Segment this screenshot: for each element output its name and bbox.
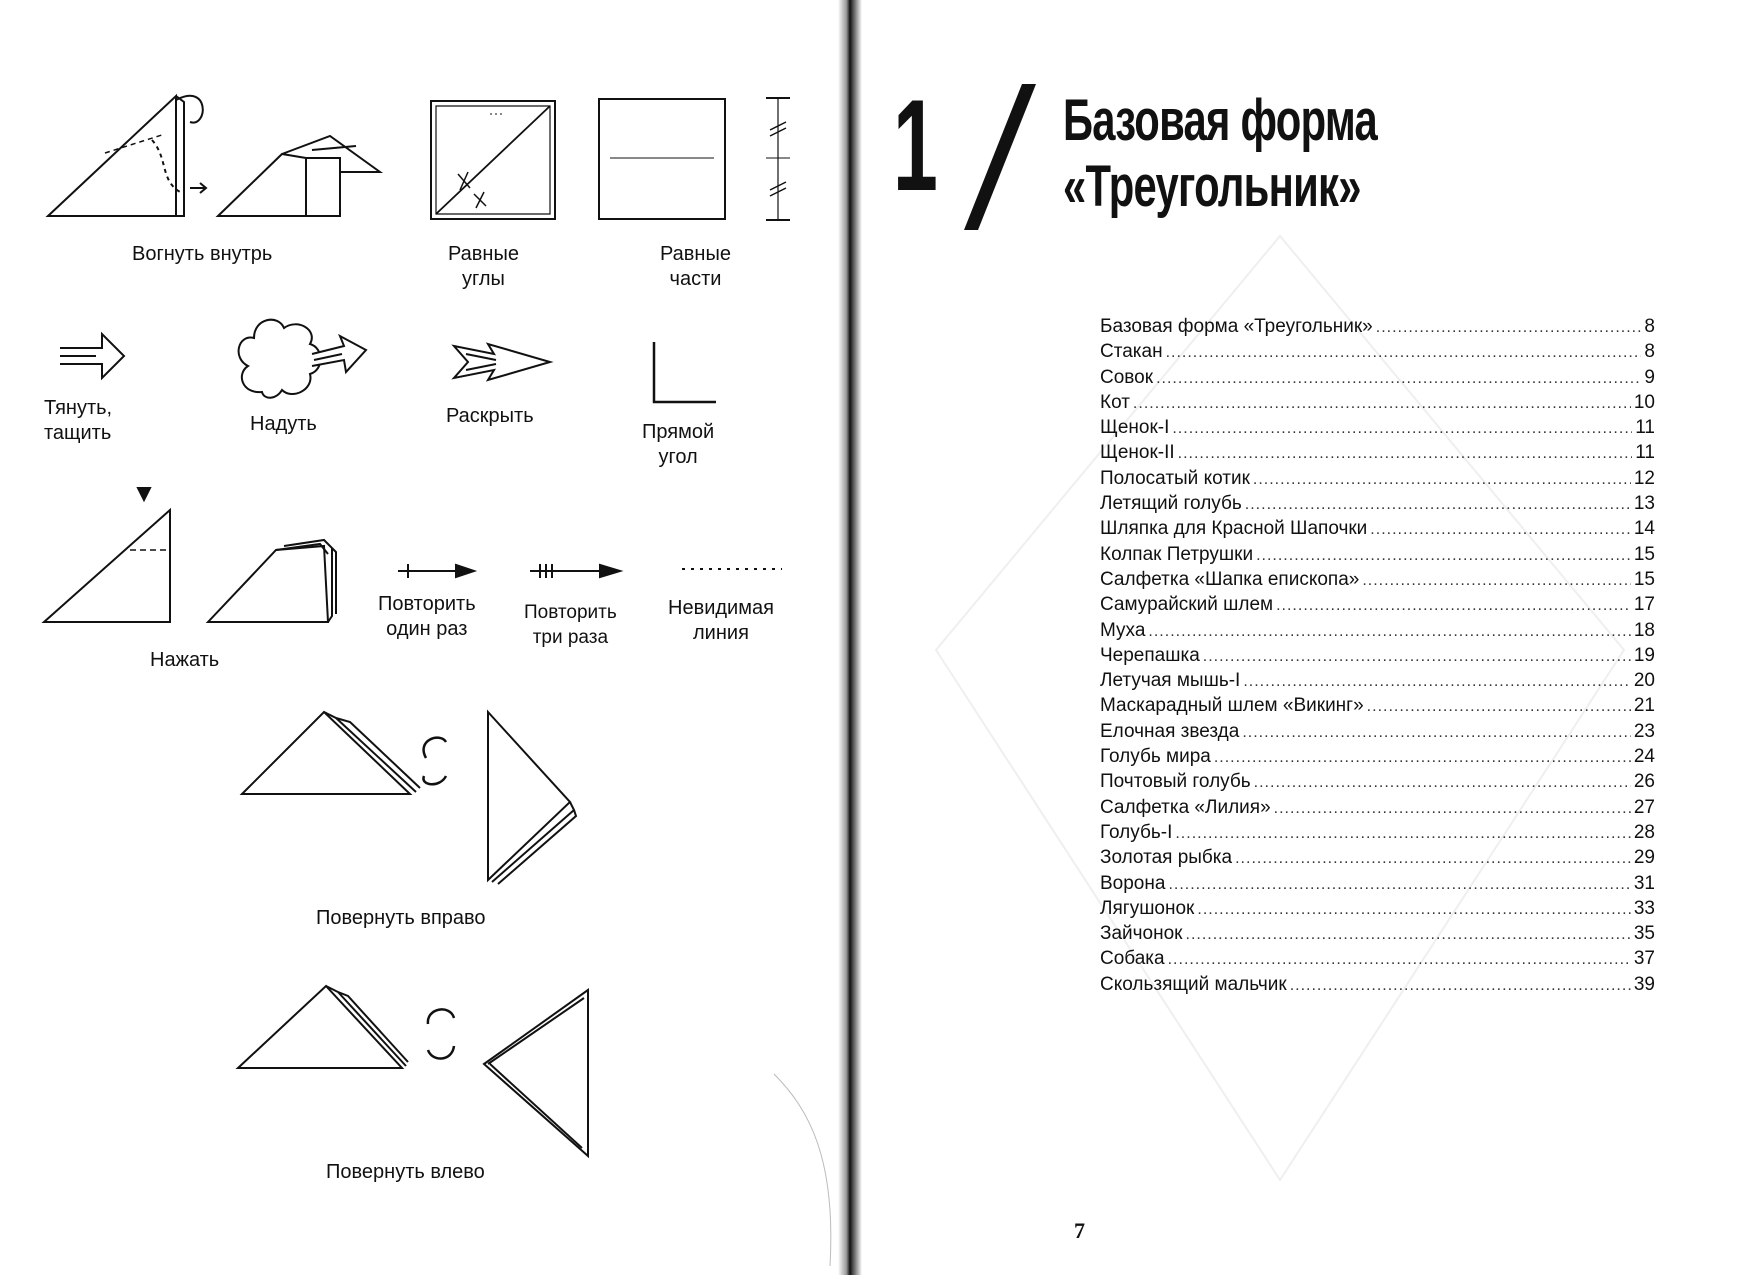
toc-dot-leader xyxy=(1253,467,1631,492)
toc-dot-leader xyxy=(1254,770,1631,795)
chapter-number: 1 xyxy=(893,72,938,218)
label-right-angle xyxy=(642,420,714,470)
right-angle-icon xyxy=(650,340,720,406)
toc-row xyxy=(1100,972,1655,997)
toc-entry-page: 27 xyxy=(1633,796,1655,818)
toc-dot-leader xyxy=(1290,973,1631,998)
toc-entry-page: 8 xyxy=(1644,316,1655,337)
toc-row xyxy=(1100,921,1655,946)
toc-entry-title: Маскарадный шлем «Викинг» xyxy=(1100,695,1364,717)
label-repeat-once xyxy=(378,592,476,642)
toc-dot-leader xyxy=(1178,441,1633,466)
toc-row xyxy=(1100,440,1655,465)
label-pull-line2: тащить xyxy=(44,422,112,444)
toc-entry-page: 11 xyxy=(1635,417,1655,439)
open-arrow-icon xyxy=(450,338,554,386)
toc-entry-title: Колпак Петрушки xyxy=(1100,543,1254,565)
repeat-three-arrow-icon xyxy=(528,560,624,582)
toc-row xyxy=(1100,516,1655,541)
equal-parts-diagram xyxy=(596,96,792,224)
toc-entry-title: Елочная звезда xyxy=(1100,720,1240,742)
toc-entry-title: Голубь-I xyxy=(1100,821,1173,843)
toc-row xyxy=(1100,769,1655,794)
page-number: 7 xyxy=(1074,1218,1085,1243)
label-turn-right: Повернуть вправо xyxy=(316,907,486,929)
label-equal-angles xyxy=(448,242,519,292)
toc-row xyxy=(1100,618,1655,643)
label-open: Раскрыть xyxy=(446,405,534,427)
label-right-angle-line2: угол xyxy=(658,446,698,468)
toc-dot-leader xyxy=(1214,745,1631,770)
toc-entry-title: Щенок-II xyxy=(1100,442,1175,464)
toc-entry-title: Стакан xyxy=(1100,341,1163,363)
toc-row xyxy=(1100,845,1655,870)
toc-entry-page: 20 xyxy=(1633,670,1655,692)
label-pull-line1: Тянуть, xyxy=(44,397,113,419)
toc-entry-page: 31 xyxy=(1633,872,1655,894)
book-gutter xyxy=(838,0,862,1275)
turn-left-diagram xyxy=(236,984,596,1160)
toc-entry-page: 9 xyxy=(1644,366,1655,388)
label-equal-parts-line2: части xyxy=(669,268,722,290)
toc-row xyxy=(1100,415,1655,440)
toc-dot-leader xyxy=(1133,391,1631,416)
toc-entry-title: Голубь мира xyxy=(1100,746,1211,768)
toc-row xyxy=(1100,719,1655,744)
toc-entry-page: 21 xyxy=(1633,695,1655,717)
equal-angles-diagram xyxy=(428,98,558,222)
toc-row xyxy=(1100,339,1655,364)
toc-entry-title: Собака xyxy=(1100,948,1165,970)
label-invisible-line-line2: линия xyxy=(693,622,749,644)
toc-entry-title: Салфетка «Шапка епископа» xyxy=(1100,568,1360,590)
inward-fold-diagram xyxy=(40,88,400,228)
toc-dot-leader xyxy=(1175,821,1631,846)
label-repeat-three-line1: Повторить xyxy=(524,602,617,623)
toc-row xyxy=(1100,795,1655,820)
toc-entry-page: 33 xyxy=(1633,897,1655,919)
label-equal-angles-line2: углы xyxy=(462,268,505,290)
toc-dot-leader xyxy=(1148,619,1630,644)
toc-row xyxy=(1100,668,1655,693)
scan-curve-artifact xyxy=(770,1070,840,1270)
label-repeat-once-line2: один раз xyxy=(386,618,468,640)
toc-entry-page: 15 xyxy=(1633,568,1655,590)
toc-row xyxy=(1100,820,1655,845)
repeat-once-arrow-icon xyxy=(396,560,480,582)
toc-entry-page: 8 xyxy=(1644,341,1655,363)
toc-row xyxy=(1100,365,1655,390)
toc-entry-title: Золотая рыбка xyxy=(1100,847,1233,869)
toc-entry-page: 18 xyxy=(1633,619,1655,641)
label-pull xyxy=(44,396,112,446)
toc-dot-leader xyxy=(1242,720,1631,745)
toc-row xyxy=(1100,896,1655,921)
toc-row xyxy=(1100,491,1655,516)
toc-row xyxy=(1100,567,1655,592)
label-inward-fold: Вогнуть внутрь xyxy=(132,243,273,265)
invisible-line-icon xyxy=(680,564,784,574)
chapter-title xyxy=(1063,88,1377,220)
toc-row xyxy=(1100,466,1655,491)
label-invisible-line xyxy=(668,596,774,646)
toc-dot-leader xyxy=(1168,947,1631,972)
toc-row xyxy=(1100,314,1655,339)
toc-entry-page: 26 xyxy=(1633,771,1655,793)
toc-row xyxy=(1100,946,1655,971)
toc-entry-page: 12 xyxy=(1633,467,1655,489)
label-invisible-line-line1: Невидимая xyxy=(668,597,774,619)
label-turn-left: Повернуть влево xyxy=(326,1161,485,1183)
toc-entry-title: Полосатый котик xyxy=(1100,467,1250,489)
toc-entry-title: Кот xyxy=(1100,391,1130,413)
toc-entry-page: 15 xyxy=(1633,543,1655,565)
toc-dot-leader xyxy=(1274,796,1631,821)
toc-row xyxy=(1100,643,1655,668)
toc-dot-leader xyxy=(1197,897,1630,922)
turn-right-diagram xyxy=(240,706,580,886)
toc-entry-title: Салфетка «Лилия» xyxy=(1100,796,1271,818)
toc-entry-page: 29 xyxy=(1633,847,1655,869)
toc-dot-leader xyxy=(1186,922,1631,947)
toc-entry-title: Базовая форма «Треугольник» xyxy=(1100,316,1373,337)
chapter-slash-divider xyxy=(960,82,1040,232)
toc-dot-leader xyxy=(1168,872,1630,897)
label-inflate: Надуть xyxy=(250,413,317,435)
toc-dot-leader xyxy=(1166,340,1642,365)
toc-entry-title: Скользящий мальчик xyxy=(1100,973,1287,995)
toc-entry-page: 17 xyxy=(1633,594,1655,616)
toc-entry-title: Совок xyxy=(1100,366,1154,388)
toc-entry-page: 24 xyxy=(1633,746,1655,768)
toc-entry-title: Ворона xyxy=(1100,872,1166,894)
toc-row xyxy=(1100,542,1655,567)
toc-entry-title: Шляпка для Красной Шапочки xyxy=(1100,518,1368,540)
toc-entry-title: Лягушонок xyxy=(1100,897,1195,919)
table-of-contents xyxy=(1100,314,1655,997)
label-repeat-three xyxy=(524,600,617,650)
toc-entry-page: 28 xyxy=(1633,821,1655,843)
pull-arrow-icon xyxy=(56,330,128,380)
label-repeat-three-line2: три раза xyxy=(532,627,609,648)
toc-entry-title: Щенок-I xyxy=(1100,417,1170,439)
toc-entry-title: Зайчонок xyxy=(1100,923,1183,945)
toc-row xyxy=(1100,871,1655,896)
toc-dot-leader xyxy=(1256,543,1631,568)
toc-dot-leader xyxy=(1243,669,1631,694)
toc-entry-page: 13 xyxy=(1633,493,1655,515)
toc-entry-title: Черепашка xyxy=(1100,644,1200,666)
toc-entry-title: Самурайский шлем xyxy=(1100,594,1274,616)
toc-row xyxy=(1100,390,1655,415)
press-diagram xyxy=(40,488,370,628)
toc-entry-page: 10 xyxy=(1633,391,1655,413)
toc-dot-leader xyxy=(1245,492,1631,517)
toc-entry-page: 37 xyxy=(1633,948,1655,970)
toc-entry-page: 35 xyxy=(1633,923,1655,945)
toc-dot-leader xyxy=(1362,568,1631,593)
toc-entry-page: 23 xyxy=(1633,720,1655,742)
label-press: Нажать xyxy=(150,649,220,671)
label-equal-parts xyxy=(660,242,731,292)
label-right-angle-line1: Прямой xyxy=(642,421,715,443)
chapter-title-line2: «Треугольник» xyxy=(1063,154,1361,219)
left-page-legend xyxy=(0,0,850,1275)
toc-entry-page: 39 xyxy=(1633,973,1655,995)
toc-entry-title: Почтовый голубь xyxy=(1100,771,1251,793)
toc-dot-leader xyxy=(1156,366,1641,391)
toc-entry-title: Муха xyxy=(1100,619,1146,641)
toc-dot-leader xyxy=(1376,315,1642,340)
toc-entry-title: Летучая мышь-I xyxy=(1100,670,1241,692)
toc-entry-title: Летящий голубь xyxy=(1100,493,1242,515)
toc-dot-leader xyxy=(1276,593,1631,618)
toc-row xyxy=(1100,592,1655,617)
label-repeat-once-line1: Повторить xyxy=(378,593,476,615)
toc-dot-leader xyxy=(1172,416,1632,441)
toc-entry-page: 11 xyxy=(1635,442,1655,464)
toc-entry-page: 14 xyxy=(1633,518,1655,540)
inflate-cloud-icon xyxy=(232,310,372,402)
toc-row xyxy=(1100,744,1655,769)
toc-row xyxy=(1100,693,1655,718)
toc-entry-page: 19 xyxy=(1633,644,1655,666)
toc-dot-leader xyxy=(1203,644,1631,669)
label-equal-parts-line1: Равные xyxy=(660,243,731,265)
label-equal-angles-line1: Равные xyxy=(448,243,519,265)
toc-dot-leader xyxy=(1367,694,1631,719)
toc-dot-leader xyxy=(1370,517,1631,542)
chapter-title-line1: Базовая форма xyxy=(1063,88,1377,153)
toc-dot-leader xyxy=(1235,846,1631,871)
